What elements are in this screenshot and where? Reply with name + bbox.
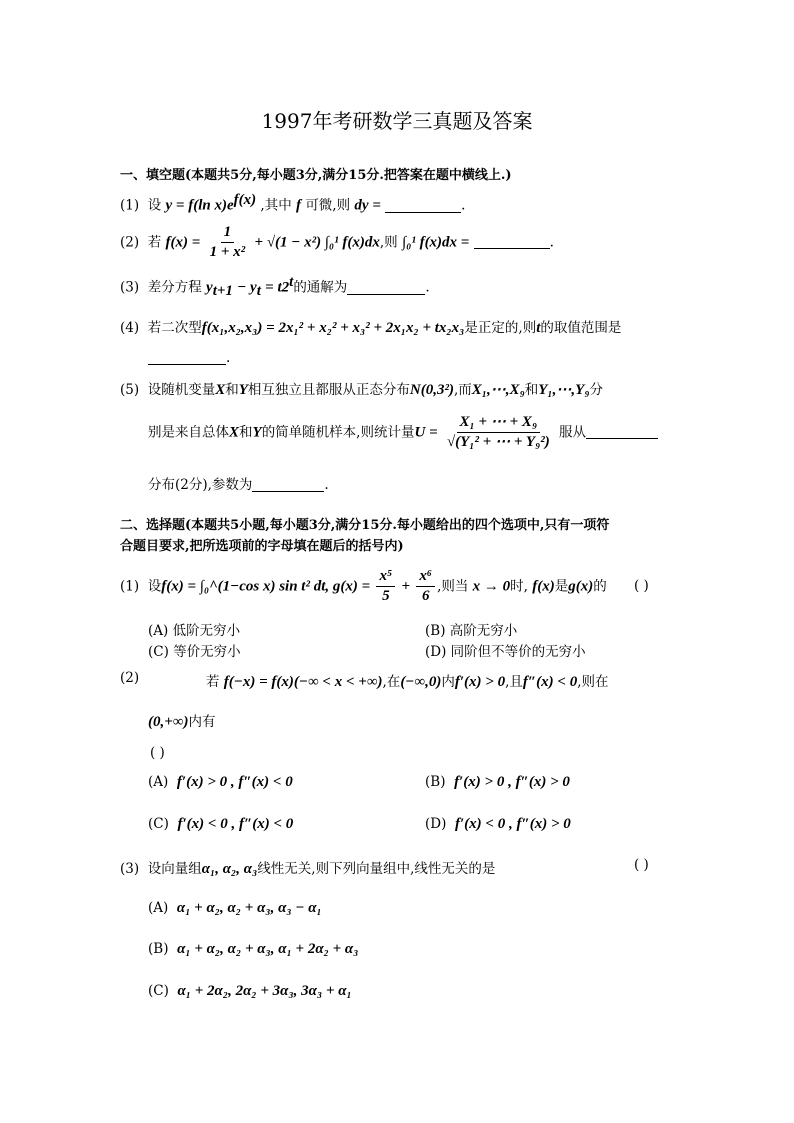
s2-q3-option-b[interactable]: (B) α₁ + α₂, α₂ + α₃, α₁ + 2α₂ + α₃ <box>148 941 359 957</box>
s2-q2-option-d[interactable]: (D) f′(x) < 0 , f″(x) > 0 <box>425 816 571 832</box>
s2-question-1: (1) 设f(x) = ∫₀^(1−cos x) sin t² dt, g(x) = $\frac{\text{x⁵}}{5}$ + $\frac{\text{x⁶}}{6}$ ,则当 x → 0时, f(x)是g(x)的 <box>120 568 607 605</box>
s1-question-1: (1) 设 y = f(ln $x)e^{f(x)}$ ,其中 f 可微,则 dy = . <box>120 192 466 214</box>
s2-question-2-line2: (0,+∞)内有 <box>148 714 216 730</box>
s2-question-3: (3) 设向量组α₁, α₂, α₃线性无关,则下列向量组中,线性无关的是 <box>120 861 496 877</box>
s1-question-5-line2: 别是来自总体X和Y的简单随机样本,则统计量U = $\frac{\text{X₁ + ⋯ + X₉}}{\text{√(Y₁² + ⋯ + Y₉²)}}$ 服从 <box>148 414 658 452</box>
s1-question-4: (4) 若二次型f(x₁,x₂,x₃) = 2x₁² + x₂² + x₃² + 2x₁x₂ + tx₂x₃是正定的,则t的取值范围是 <box>120 320 622 336</box>
section1-heading: 一、填空题(本题共5分,每小题3分,满分15分.把答案在题中横线上.) <box>120 168 512 183</box>
s2-q1-option-b[interactable]: (B) 高阶无穷小 <box>425 623 518 639</box>
answer-blank[interactable] <box>474 247 550 249</box>
s2-q1-option-a[interactable]: (A) 低阶无穷小 <box>148 623 241 639</box>
answer-blank[interactable] <box>148 363 226 365</box>
page-title: 1997年考研数学三真题及答案 <box>261 109 533 133</box>
s2-q2-option-c[interactable]: (C) f′(x) < 0 , f″(x) < 0 <box>148 816 294 832</box>
s1-question-2: (2) 若 f(x) = $\frac{1}{\text{1 + x²}}$ + √(1 − x²) ∫₀¹ f(x)dx,则 ∫₀¹ f(x)dx = . <box>120 224 554 261</box>
s1-question-5: (5) 设随机变量X和Y相互独立且都服从正态分布N(0,3²),而X₁,⋯,X₉和Y₁,⋯,Y₉分 <box>120 382 604 398</box>
s2-q1-option-c[interactable]: (C) 等价无穷小 <box>148 644 241 660</box>
answer-blank[interactable] <box>252 490 324 492</box>
s1-question-4-blank-line: . <box>148 350 230 366</box>
s2-q1-option-d[interactable]: (D) 同阶但不等价的无穷小 <box>425 644 586 660</box>
answer-blank[interactable] <box>586 437 658 439</box>
section2-heading-line2: 合题目要求,把所选项前的字母填在题后的括号内) <box>120 539 404 554</box>
s2-q3-option-c[interactable]: (C) α₁ + 2α₂, 2α₂ + 3α₃, 3α₃ + α₁ <box>148 983 352 999</box>
s2-q1-answer-paren[interactable]: ( ) <box>634 578 649 594</box>
s1-question-5-line3: 分布(2分),参数为 . <box>148 477 329 493</box>
s2-q3-option-a[interactable]: (A) α₁ + α₂, α₂ + α₃, α₃ − α₁ <box>148 900 322 916</box>
s2-question-2: 若 f(−x) = f(x)(−∞ < x < +∞),在(−∞,0)内f′(x) > 0,且f″(x) < 0,则在 <box>206 674 609 690</box>
s1-question-3: (3) 差分方程 $y_{t+1} - y_t = t2^t$的通解为 . <box>120 274 430 300</box>
s2-q3-answer-paren[interactable]: ( ) <box>634 857 649 873</box>
s2-question-2-number: (2) <box>120 670 140 686</box>
answer-blank[interactable] <box>347 293 425 295</box>
s2-q2-option-b[interactable]: (B) f′(x) > 0 , f″(x) > 0 <box>425 774 570 790</box>
s2-q2-answer-paren[interactable]: ( ) <box>150 745 165 761</box>
answer-blank[interactable] <box>385 211 461 213</box>
section2-heading-line1: 二、选择题(本题共5小题,每小题3分,满分15分.每小题给出的四个选项中,只有一项符 <box>120 518 610 533</box>
s2-q2-option-a[interactable]: (A) f′(x) > 0 , f″(x) < 0 <box>148 774 293 790</box>
